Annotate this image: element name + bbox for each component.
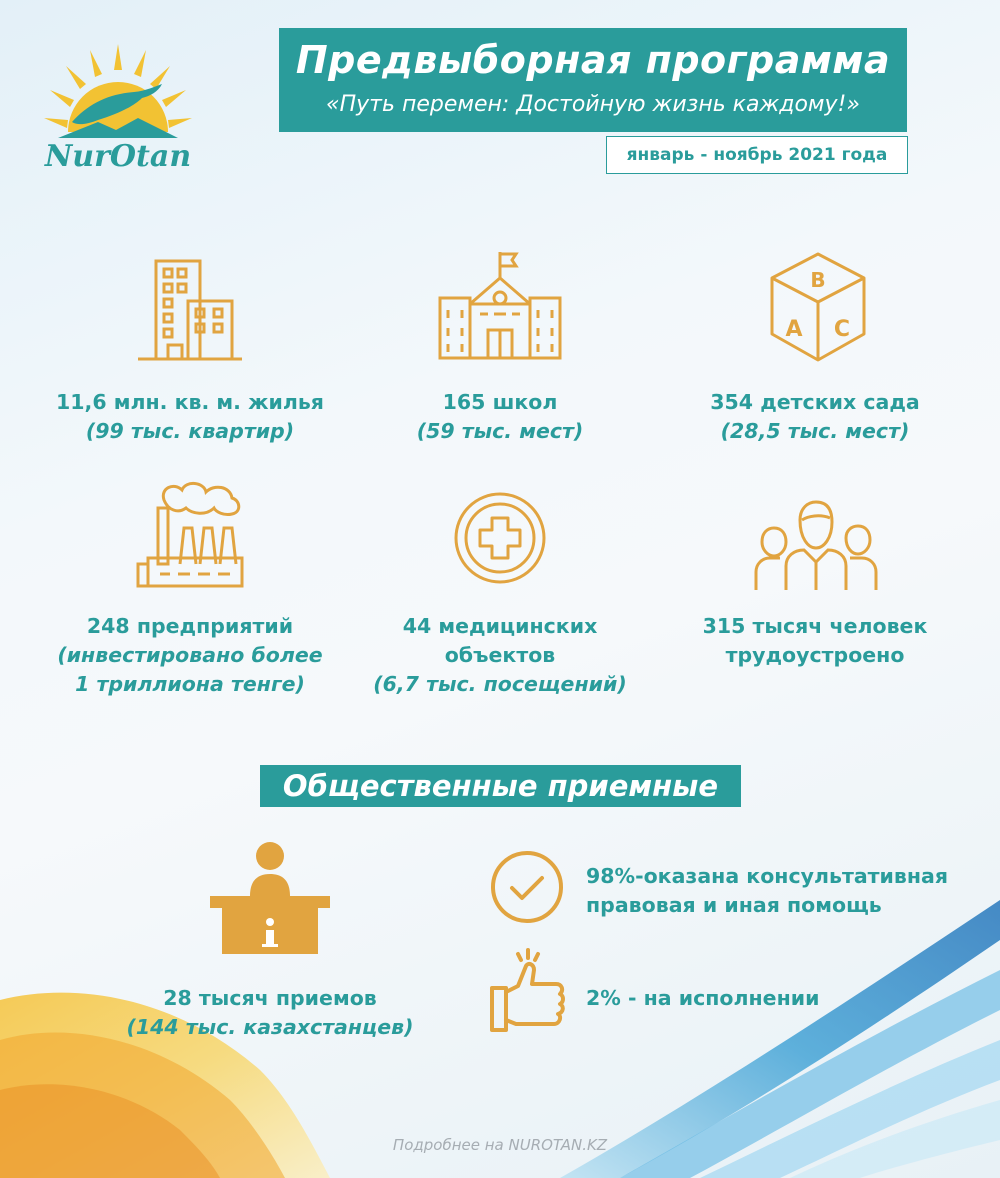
school-building-icon — [436, 248, 564, 362]
stat-receptions-detail: (144 тыс. казахстанцев) — [126, 1015, 414, 1039]
stat-medical-value-2: объектов — [444, 643, 556, 667]
stat-medical-detail: (6,7 тыс. посещений) — [373, 672, 627, 696]
stat-medical — [350, 612, 650, 699]
page-title: Предвыборная программа — [295, 38, 891, 82]
stat-housing — [40, 388, 340, 446]
stat-employment-value-2: трудоустроено — [725, 643, 905, 667]
stat-kindergartens-value: 354 детских сада — [710, 390, 920, 414]
stat-enterprises-detail-2: 1 триллиона тенге) — [75, 672, 305, 696]
stat-assistance — [586, 862, 986, 920]
page-subtitle: «Путь перемен: Достойную жизнь каждому!» — [326, 92, 860, 117]
stat-enterprises — [40, 612, 340, 699]
stat-schools-value: 165 школ — [442, 390, 558, 414]
stat-kindergartens-detail: (28,5 тыс. мест) — [720, 419, 910, 443]
abc-cube-icon — [766, 250, 870, 364]
stat-schools-detail: (59 тыс. мест) — [416, 419, 584, 443]
stat-housing-value: 11,6 млн. кв. м. жилья — [56, 390, 324, 414]
stat-assistance-line-2: правовая и иная помощь — [586, 893, 882, 917]
stat-assistance-line-1: 98%-оказана консультативная — [586, 864, 949, 888]
stat-in-progress: 2% - на исполнении — [586, 986, 820, 1010]
stat-employment-value: 315 тысяч человек — [702, 614, 928, 638]
decorative-swoosh-right — [560, 880, 1000, 1178]
nur-otan-sun-leopard-logo — [38, 34, 198, 184]
thumbs-up-icon — [488, 948, 568, 1034]
svg-text:A: A — [785, 317, 803, 342]
stat-schools — [350, 388, 650, 446]
stat-receptions — [110, 984, 430, 1042]
reception-desk-icon — [210, 838, 330, 958]
title-banner — [279, 28, 907, 132]
svg-text:C: C — [833, 317, 851, 342]
nur-otan-logo — [38, 34, 198, 184]
stat-enterprises-value: 248 предприятий — [86, 614, 294, 638]
people-group-icon — [754, 500, 878, 592]
logo-text: NurOtan — [44, 139, 192, 174]
factory-icon — [134, 478, 246, 590]
apartment-buildings-icon — [138, 257, 242, 363]
stat-housing-detail: (99 тыс. квартир) — [85, 419, 295, 443]
medical-cross-icon — [452, 490, 548, 586]
footer-link[interactable]: Подробнее на NUROTAN.KZ — [392, 1136, 608, 1154]
period-badge: январь - ноябрь 2021 года — [606, 136, 908, 174]
stat-enterprises-detail-1: (инвестировано более — [57, 643, 323, 667]
stat-medical-value: 44 медицинских — [402, 614, 598, 638]
stat-kindergartens — [665, 388, 965, 446]
stat-receptions-value: 28 тысяч приемов — [163, 986, 377, 1010]
stat-employment — [665, 612, 965, 670]
section-title: Общественные приемные — [260, 765, 741, 807]
svg-text:B: B — [810, 268, 826, 292]
checkmark-circle-icon — [490, 850, 564, 924]
